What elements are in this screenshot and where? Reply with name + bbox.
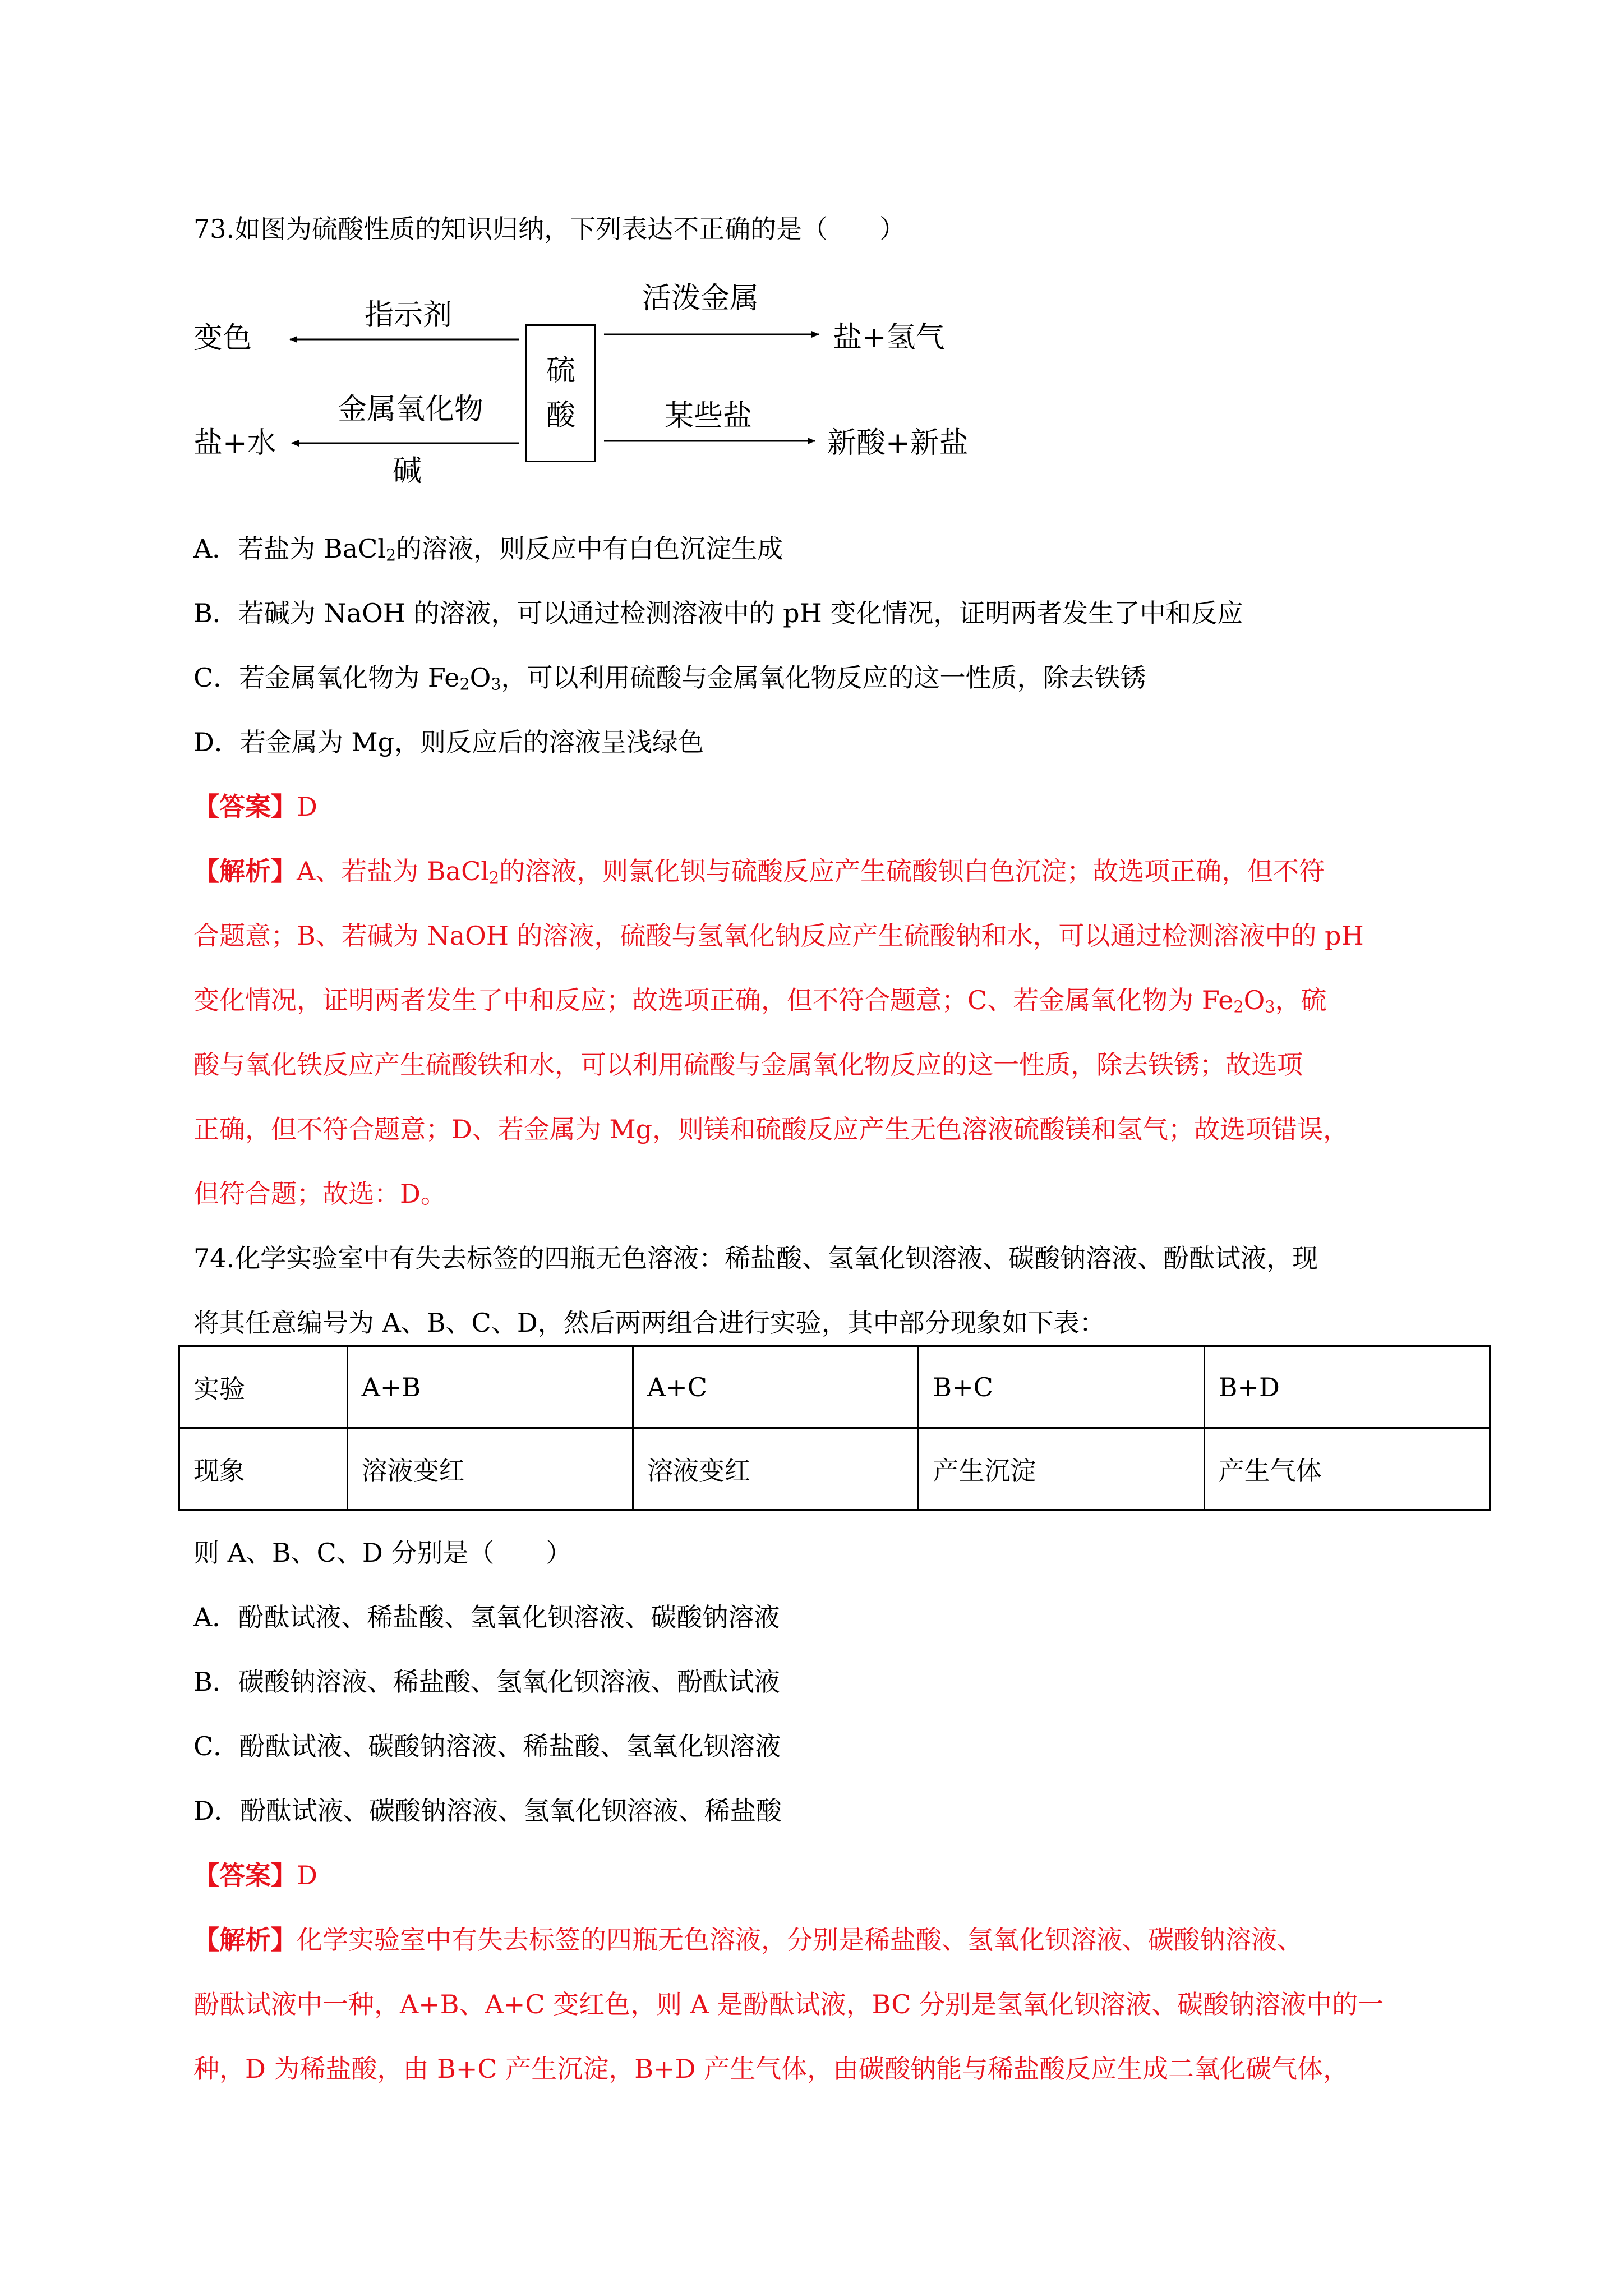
table-cell: 溶液变红	[347, 1428, 633, 1510]
q73-option-a: A．若盐为 BaCl$_2$的溶液，则反应中有白色沉淀生成	[193, 533, 783, 565]
sulfuric-acid-diagram	[193, 275, 990, 499]
salt-hydrogen-label: 盐+氢气	[833, 321, 945, 355]
table-cell: 产生沉淀	[919, 1428, 1204, 1510]
base-label: 碱	[393, 454, 422, 488]
q74-answer: 【答案】D	[193, 1860, 317, 1890]
q73-analysis-line-6: 但符合题；故选：D。	[193, 1179, 446, 1209]
table-row	[179, 1346, 1490, 1428]
q73-option-c: C．若金属氧化物为 $Fe_2O_3$，可以利用硫酸与金属氧化物反应的这一性质，除去铁锈	[193, 662, 1146, 694]
q74-question: 则 A、B、C、D 分别是（ ）	[193, 1538, 572, 1568]
q73-analysis-line-3: 变化情况，证明两者发生了中和反应；故选项正确，但不符合题意；C、若金属氧化物为 $Fe_2O_3$，硫	[193, 985, 1327, 1016]
q73-stem: 73.如图为硫酸性质的知识归纳，下列表达不正确的是（ ）	[193, 214, 906, 244]
table-cell: A+C	[633, 1346, 918, 1428]
q73-analysis-line-5: 正确，但不符合题意；D、若金属为 Mg，则镁和硫酸反应产生无色溶液硫酸镁和氢气；故选项错误，	[193, 1114, 1349, 1144]
table-row	[179, 1428, 1490, 1510]
table-cell: 现象	[179, 1428, 348, 1510]
table-cell: 产生气体	[1204, 1428, 1490, 1510]
q74-option-d: D．酚酞试液、碳酸钠溶液、氢氧化钡溶液、稀盐酸	[193, 1796, 782, 1826]
q73-analysis-line-1: 【解析】A、若盐为 BaCl$_2$的溶液，则氯化钡与硫酸反应产生硫酸钡白色沉淀；故选项正确，但不符	[193, 856, 1325, 887]
q74-stem-line-1: 74.化学实验室中有失去标签的四瓶无色溶液：稀盐酸、氢氧化钡溶液、碳酸钠溶液、酚酞试液，现	[193, 1243, 1318, 1273]
indicator-label: 指示剂	[365, 298, 453, 332]
table-cell: 溶液变红	[633, 1428, 918, 1510]
metal-oxide-label: 金属氧化物	[338, 393, 484, 426]
experiment-table	[178, 1345, 1491, 1511]
q74-analysis-line-2: 酚酞试液中一种，A+B、A+C 变红色，则 A 是酚酞试液，BC 分别是氢氧化钡溶液、碳酸钠溶液中的一	[193, 1989, 1384, 2019]
q73-analysis-line-4: 酸与氧化铁反应产生硫酸铁和水，可以利用硫酸与金属氧化物反应的这一性质，除去铁锈；故选项	[193, 1050, 1303, 1080]
table-cell: B+C	[919, 1346, 1204, 1428]
q74-option-b: B．碳酸钠溶液、稀盐酸、氢氧化钡溶液、酚酞试液	[193, 1667, 780, 1697]
q73-answer: 【答案】D	[193, 792, 317, 822]
q73-analysis-line-2: 合题意；B、若碱为 NaOH 的溶液，硫酸与氢氧化钠反应产生硫酸钠和水，可以通过检测溶液中的 pH	[193, 921, 1364, 951]
q73-option-b: B．若碱为 NaOH 的溶液，可以通过检测溶液中的 pH 变化情况，证明两者发生了中和反应	[193, 598, 1243, 628]
table-cell: B+D	[1204, 1346, 1490, 1428]
color-change-label: 变色	[193, 321, 252, 355]
table-cell: 实验	[179, 1346, 348, 1428]
active-metal-label: 活泼金属	[642, 282, 759, 315]
q74-option-c: C．酚酞试液、碳酸钠溶液、稀盐酸、氢氧化钡溶液	[193, 1731, 781, 1761]
table-cell: A+B	[347, 1346, 633, 1428]
q74-analysis-line-1: 【解析】化学实验室中有失去标签的四瓶无色溶液，分别是稀盐酸、氢氧化钡溶液、碳酸钠溶液、	[193, 1925, 1303, 1955]
salt-water-label: 盐+水	[193, 426, 276, 460]
q74-stem-line-2: 将其任意编号为 A、B、C、D，然后两两组合进行实验，其中部分现象如下表：	[193, 1308, 1105, 1338]
q74-option-a: A．酚酞试液、稀盐酸、氢氧化钡溶液、碳酸钠溶液	[193, 1602, 780, 1632]
new-acid-salt-label: 新酸+新盐	[827, 426, 969, 460]
q73-option-d: D．若金属为 Mg，则反应后的溶液呈浅绿色	[193, 727, 704, 757]
center-char-2: 酸	[546, 399, 575, 432]
sulfuric-acid-box	[525, 324, 596, 462]
some-salts-label: 某些盐	[665, 399, 753, 433]
center-char-1: 硫	[546, 354, 575, 388]
q74-analysis-line-3: 种，D 为稀盐酸，由 B+C 产生沉淀，B+D 产生气体，由碳酸钠能与稀盐酸反应生成二氧化碳气体，	[193, 2054, 1349, 2084]
